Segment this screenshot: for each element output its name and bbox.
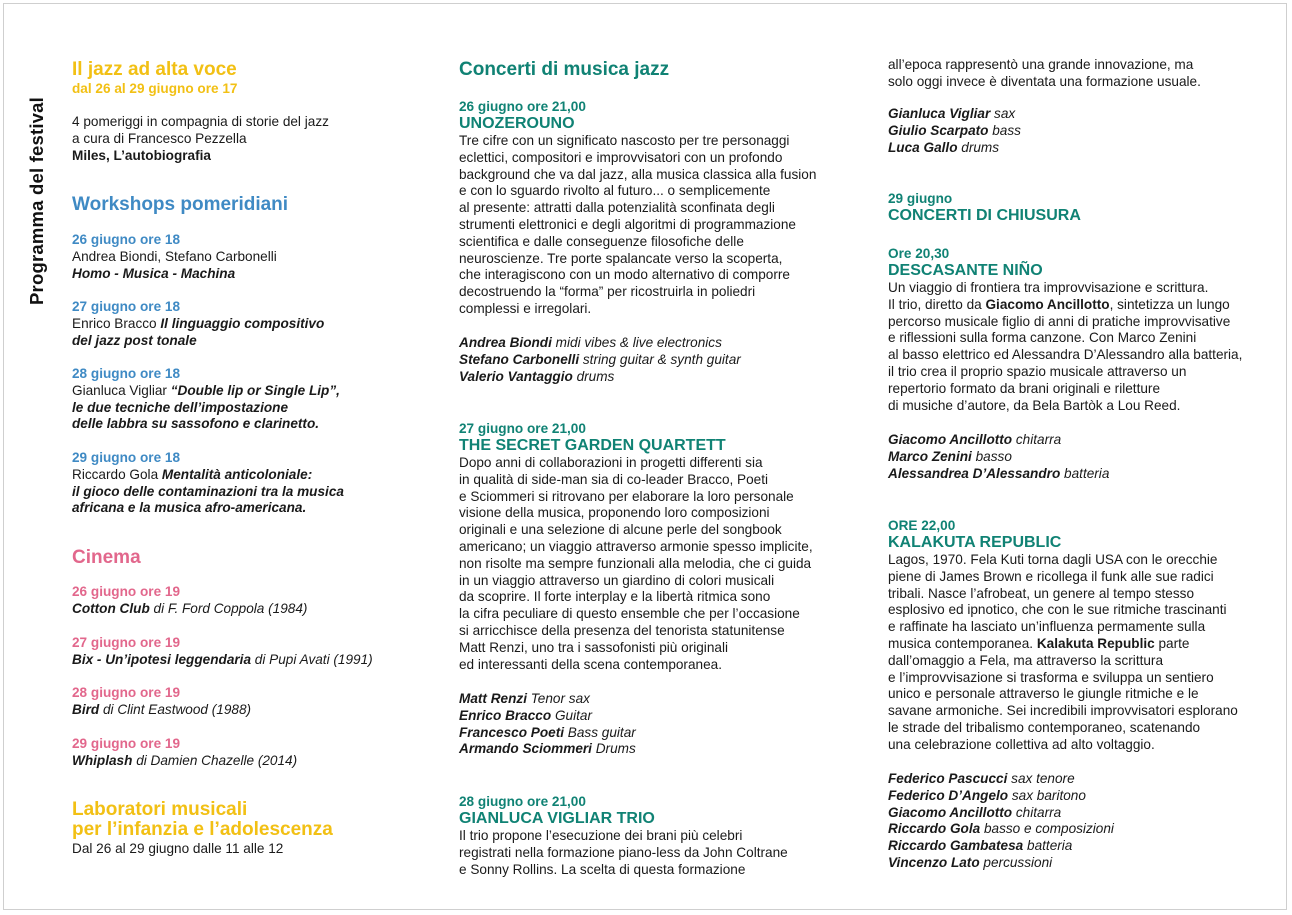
workshop-item xyxy=(72,299,422,349)
cinema-date: 29 giugno ore 19 xyxy=(72,736,181,751)
lab-title-line: Laboratori musicali xyxy=(72,799,248,820)
text-line: registrati nella formazione piano-less da John Coltrane xyxy=(459,844,788,860)
member-name: Gianluca Vigliar xyxy=(888,106,991,121)
member xyxy=(888,106,1278,123)
concert-date: 26 giugno ore 21,00 xyxy=(459,99,586,114)
cinema-item xyxy=(72,736,422,770)
text-line: non risolte ma sempre funzionali alla melodia, che ci guida xyxy=(459,555,812,571)
member-name: Vincenzo Lato xyxy=(888,854,980,870)
member-role: Bass guitar xyxy=(564,724,636,740)
member-role: chitarra xyxy=(1012,432,1062,447)
text-line: e riflessioni sulla forma canzone. Con Marco Zenini xyxy=(888,330,1197,346)
text-line: eclettici, compositori e improvvisatori con un profondo xyxy=(459,149,783,165)
member xyxy=(888,788,1278,805)
closing-header xyxy=(888,190,1278,225)
workshop-date: 27 giugno ore 18 xyxy=(72,299,181,314)
workshop-title-line: africana e la musica afro-americana. xyxy=(72,500,307,516)
film-title: Bix - Un’ipotesi leggendaria xyxy=(72,651,252,667)
text-line: Il trio propone l’esecuzione dei brani più celebri xyxy=(459,828,743,843)
text-line: e Sonny Rollins. La scelta di questa formazione xyxy=(459,861,746,877)
text-line: Un viaggio di frontiera tra improvvisazione e scrittura. xyxy=(888,280,1209,295)
concert-date: 27 giugno ore 21,00 xyxy=(459,421,586,436)
member-name: Luca Gallo xyxy=(888,139,958,155)
text-line: e l’improvvisazione si trasforma e sviluppa un sentiero xyxy=(888,669,1214,685)
workshop-item xyxy=(72,232,422,282)
cinema-date: 26 giugno ore 19 xyxy=(72,584,181,599)
member-role: batteria xyxy=(1023,838,1073,854)
workshop-title-line: le due tecniche dell’impostazione xyxy=(72,399,289,415)
member-name: Enrico Bracco xyxy=(459,707,552,723)
member-role: chitarra xyxy=(1012,804,1062,820)
text-line: dall’omaggio a Fela, ma attraverso la scrittura xyxy=(888,652,1164,668)
member xyxy=(459,691,854,708)
text-line: e Sciommeri si ritrovano per elaborare la loro personale xyxy=(459,488,794,504)
workshop-title: Il linguaggio compositivo xyxy=(160,315,325,331)
film-director: di Clint Eastwood (1988) xyxy=(99,701,252,717)
text-line: Matt Renzi, uno tra i sassofonisti più originali xyxy=(459,639,728,655)
member-role: Guitar xyxy=(551,707,592,723)
text-span: musica contemporanea. xyxy=(888,635,1037,651)
workshop-date: 28 giugno ore 18 xyxy=(72,366,181,381)
text-line: strumenti elettronici e degli algoritmi di programmazione xyxy=(459,216,796,232)
lab-dates: Dal 26 al 29 giugno dalle 11 alle 12 xyxy=(72,841,284,856)
text-span: Il trio, diretto da xyxy=(888,296,986,312)
text-line: originali e una selezione di alcune perle del songbook xyxy=(459,522,782,538)
text-line: di musiche d’autore, da Bela Bartòk a Lou Reed. xyxy=(888,397,1181,413)
workshop-speaker: Riccardo Gola xyxy=(72,466,159,482)
lineup xyxy=(888,106,1278,156)
member-name: Armando Sciommeri xyxy=(459,741,592,757)
member xyxy=(888,771,1278,788)
text-line: e con lo sguardo rivolto al futuro... o semplicemente xyxy=(459,183,771,199)
text-line: 4 pomeriggi in compagnia di storie del jazz xyxy=(72,114,329,129)
workshop-speaker: Andrea Biondi, Stefano Carbonelli xyxy=(72,248,277,264)
text-line: background che va dal jazz, alla musica classica alla fusion xyxy=(459,166,817,182)
text-line: all’epoca rappresentò una grande innovazione, ma xyxy=(888,57,1194,72)
text-line: Tre cifre con un significato nascosto per tre personaggi xyxy=(459,133,790,148)
member-name: Giulio Scarpato xyxy=(888,122,989,138)
concert-secret-garden xyxy=(459,420,854,673)
closing-title: CONCERTI DI CHIUSURA xyxy=(888,207,1081,224)
member-name: Andrea Biondi xyxy=(459,335,552,350)
text-line: visione della musica, proponendo loro composizioni xyxy=(459,505,770,521)
member-name: Matt Renzi xyxy=(459,691,527,706)
workshop-item xyxy=(72,450,422,517)
film-title: Bird xyxy=(72,701,100,717)
cinema-item xyxy=(72,635,422,669)
text-line: complessi e irregolari. xyxy=(459,300,592,316)
concert-kalakuta-republic xyxy=(888,517,1278,754)
concert-date: 28 giugno ore 21,00 xyxy=(459,794,586,809)
text-line: Lagos, 1970. Fela Kuti torna dagli USA con le orecchie xyxy=(888,552,1218,567)
lab-title xyxy=(72,800,422,840)
text-line xyxy=(888,297,1278,314)
text-line: repertorio formato da brani originali e riletture xyxy=(888,380,1161,396)
member-role: Drums xyxy=(591,741,636,757)
text-line xyxy=(888,636,1278,653)
text-line: al presente: attratti dalla potenzialità sconfinata degli xyxy=(459,200,775,216)
concert-descasante-nino xyxy=(888,245,1278,414)
member-name: Riccardo Gambatesa xyxy=(888,838,1024,854)
text-line: decostruendo la “forma” per ricostruirla in poliedri xyxy=(459,284,756,300)
jazz-dates: dal 26 al 29 giugno ore 17 xyxy=(72,81,238,96)
workshop-title: Homo - Musica - Machina xyxy=(72,265,236,281)
member-name: Federico D’Angelo xyxy=(888,787,1009,803)
concerts-title: Concerti di musica jazz xyxy=(459,59,670,80)
text-line: in un viaggio attraverso un giardino di colori musicali xyxy=(459,572,775,588)
text-line: piene di James Brown e ricollega il funk alle sue radici xyxy=(888,568,1214,584)
text-line: scientifica e dalle conseguenze filosofiche delle xyxy=(459,233,744,249)
text-line: tribali. Nasce l’afrobeat, un genere al tempo stesso xyxy=(888,585,1195,601)
member-name: Marco Zenini xyxy=(888,448,972,464)
band-name: THE SECRET GARDEN QUARTETT xyxy=(459,437,726,454)
film-title: Cotton Club xyxy=(72,600,150,616)
concert-time: ORE 22,00 xyxy=(888,518,956,533)
text-span: , sintetizza un lungo xyxy=(1109,296,1230,312)
workshop-title: Mentalità anticoloniale: xyxy=(161,466,313,482)
text-line: in qualità di side-man sia di co-leader Bracco, Poeti xyxy=(459,471,769,487)
band-name: DESCASANTE NIÑO xyxy=(888,262,1043,279)
text-line: americano; un viaggio attraverso armonie spesso implicite, xyxy=(459,538,813,554)
band-name: GIANLUCA VIGLIAR TRIO xyxy=(459,810,655,827)
band-name: UNOZEROUNO xyxy=(459,115,575,132)
cinema-date: 28 giugno ore 19 xyxy=(72,685,181,700)
member-role: string guitar & synth guitar xyxy=(579,351,741,367)
member xyxy=(459,708,854,725)
member xyxy=(888,449,1278,466)
text-line: a cura di Francesco Pezzella xyxy=(72,130,247,146)
cinema-item xyxy=(72,685,422,719)
member xyxy=(459,352,854,369)
workshop-item xyxy=(72,366,422,433)
member-role: bass xyxy=(988,122,1021,138)
member-role: basso e composizioni xyxy=(980,821,1114,837)
text-line: il trio crea il proprio spazio musicale attraverso un xyxy=(888,363,1187,379)
vertical-title: Programma del festival xyxy=(26,97,47,305)
cinema-title: Cinema xyxy=(72,547,141,568)
closing-date: 29 giugno xyxy=(888,191,953,206)
jazz-book: Miles, L’autobiografia xyxy=(72,147,211,163)
text-line: al basso elettrico ed Alessandra D’Alessandro alla batteria, xyxy=(888,347,1243,363)
lineup xyxy=(459,691,854,758)
member-role: percussioni xyxy=(979,854,1053,870)
member xyxy=(888,466,1278,483)
workshop-title-line: delle labbra su sassofono e clarinetto. xyxy=(72,416,320,432)
workshop-date: 29 giugno ore 18 xyxy=(72,450,181,465)
member xyxy=(888,838,1278,855)
lineup xyxy=(888,432,1278,482)
text-span: parte xyxy=(1154,635,1190,651)
text-line: le strade del tribalismo contemporaneo, scatenando xyxy=(888,719,1201,735)
member-name: Francesco Poeti xyxy=(459,724,565,740)
text-line: una celebrazione collettiva ad alto voltaggio. xyxy=(888,736,1155,752)
workshop-date: 26 giugno ore 18 xyxy=(72,232,181,247)
workshop-title: “Double lip or Single Lip”, xyxy=(170,382,340,398)
member xyxy=(459,369,854,386)
film-director: di Damien Chazelle (2014) xyxy=(132,752,298,768)
text-line: esplosivo ed ipnotico, che con le sue ritmiche trascinanti xyxy=(888,602,1227,618)
member xyxy=(459,725,854,742)
member-name: Alessandrea D’Alessandro xyxy=(888,465,1061,481)
member-name: Valerio Vantaggio xyxy=(459,368,573,384)
text-line: che interagiscono con un modo alternativo di comporre xyxy=(459,267,790,283)
concert-vigliar-trio xyxy=(459,793,854,878)
member-role: sax xyxy=(990,106,1016,121)
band-name: KALAKUTA REPUBLIC xyxy=(888,534,1062,551)
film-title: Whiplash xyxy=(72,752,133,768)
member-role: midi vibes & live electronics xyxy=(551,335,722,350)
text-line: la cifra peculiare di questo ensemble che per l’occasione xyxy=(459,606,800,622)
film-director: di F. Ford Coppola (1984) xyxy=(149,600,308,616)
text-line: neuroscienze. Tre porte spalancate verso la scoperta, xyxy=(459,250,783,266)
member xyxy=(888,855,1278,872)
member-role: drums xyxy=(572,368,615,384)
jazz-title: Il jazz ad alta voce xyxy=(72,59,237,80)
member xyxy=(888,805,1278,822)
member-role: sax tenore xyxy=(1007,771,1075,786)
film-director: di Pupi Avati (1991) xyxy=(251,651,373,667)
member-role: basso xyxy=(971,448,1012,464)
member-role: Tenor sax xyxy=(526,691,590,706)
text-line: percorso musicale figlio di anni di pratiche improvvisative xyxy=(888,313,1231,329)
text-line: solo oggi invece è diventata una formazione usuale. xyxy=(888,73,1201,89)
text-line: unico e personale attraverso le giungle ritmiche e le xyxy=(888,686,1199,702)
text-line: e raffinate ha lasciato un’influenza permamente sulla xyxy=(888,619,1206,635)
concert-unozerouno xyxy=(459,98,854,318)
member-name: Giacomo Ancillotto xyxy=(888,432,1013,447)
member xyxy=(888,432,1278,449)
lineup xyxy=(459,335,854,385)
workshop-speaker: Enrico Bracco xyxy=(72,315,157,331)
vigliar-continued xyxy=(888,57,1278,91)
member xyxy=(888,140,1278,157)
text-line: ed interessanti della scena contemporanea. xyxy=(459,656,722,672)
lab-title-line: per l’infanzia e l’adolescenza xyxy=(72,819,333,840)
lineup xyxy=(888,771,1278,872)
member-role: drums xyxy=(957,139,1000,155)
member-role: batteria xyxy=(1060,465,1110,481)
workshop-title-line: il gioco delle contaminazioni tra la musica xyxy=(72,483,344,499)
band-mention: Kalakuta Republic xyxy=(1036,635,1155,651)
member-name: Giacomo Ancillotto xyxy=(888,804,1013,820)
cinema-date: 27 giugno ore 19 xyxy=(72,635,181,650)
member-name: Stefano Carbonelli xyxy=(459,351,580,367)
cinema-item xyxy=(72,584,422,618)
member xyxy=(888,821,1278,838)
text-line: si arricchisce della presenza del tenorista statunitense xyxy=(459,622,785,638)
member-role: sax baritono xyxy=(1008,787,1086,803)
member xyxy=(888,123,1278,140)
workshop-title-line: del jazz post tonale xyxy=(72,332,197,348)
leader-name: Giacomo Ancillotto xyxy=(985,296,1110,312)
member xyxy=(459,741,854,758)
text-line: Dopo anni di collaborazioni in progetti differenti sia xyxy=(459,455,763,470)
workshops-title: Workshops pomeridiani xyxy=(72,194,289,215)
member-name: Federico Pascucci xyxy=(888,771,1008,786)
jazz-description xyxy=(72,114,422,164)
text-line: savane armoniche. Sei incredibili improvvisatori esplorano xyxy=(888,703,1238,719)
member-name: Riccardo Gola xyxy=(888,821,981,837)
workshop-speaker: Gianluca Vigliar xyxy=(72,382,167,398)
concert-time: Ore 20,30 xyxy=(888,246,950,261)
text-line: da scoprire. Il forte interplay e la libertà ritmica sono xyxy=(459,589,771,605)
member xyxy=(459,335,854,352)
